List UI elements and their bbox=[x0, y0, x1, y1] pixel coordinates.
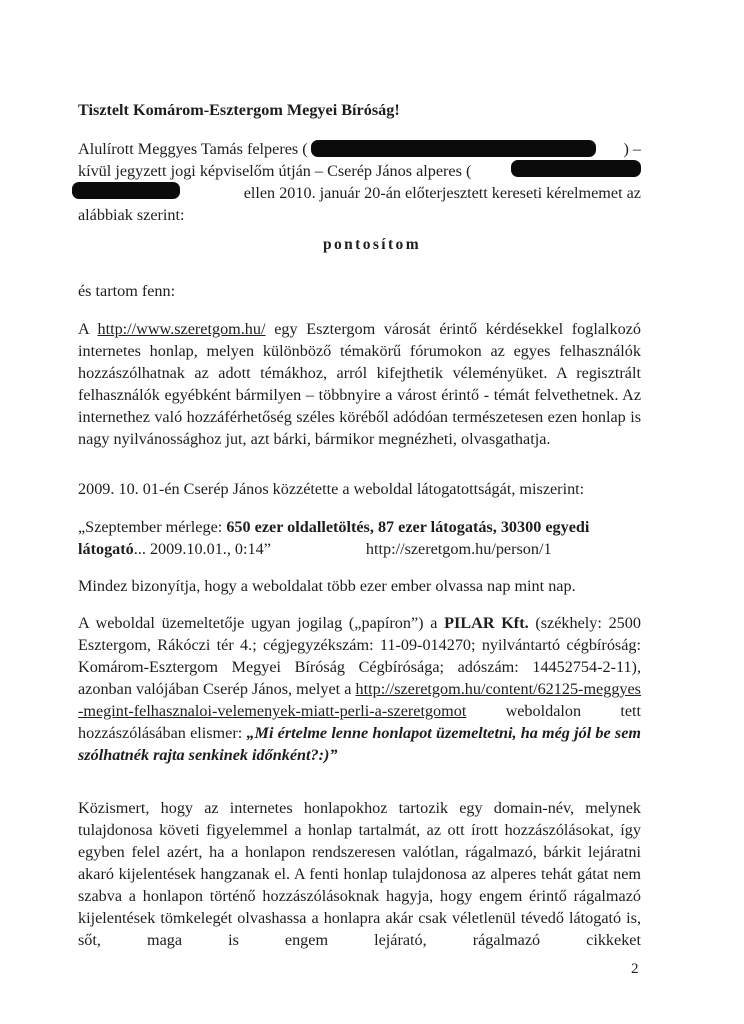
intro-line-1: Alulírott Meggyes Tamás felperes ( ) – bbox=[78, 140, 641, 158]
redaction-bar bbox=[72, 182, 180, 199]
intro-paragraph bbox=[78, 138, 641, 226]
redaction-bar bbox=[311, 140, 596, 157]
paragraph-domain-owner: Közismert, hogy az internetes honlapokhoz tartozik egy domain-név, melynek tulajdonosa követi figyelemmel a honlap tartalmát, az ott írott hozzászólásokat, így egyben felel azért, ha a honlapon rendszeresen valótlan, rágalmazó, bárkit lejáratni akaró kijelentések hangzanak el. A fenti honlap tulajdonosa az alperes tehát gátat nem szabva a honlapon történő hozzászólásoknak hagyja, hogy engem érintő rágalmazó kijelentések tömkelegét olvashassa a honlapra akár csak véletlenül tévedő látogató is, sőt, maga is engem lejárató, rágalmazó cikkeket bbox=[78, 799, 641, 949]
quote-url: http://szeretgom.hu/person/1 bbox=[365, 540, 552, 558]
paragraph-visits: 2009. 10. 01-én Cserép János közzétette a weboldal látogatottságát, miszerint: bbox=[78, 480, 585, 498]
quote-block bbox=[78, 516, 641, 560]
paragraph-website: A http://www.szeretgom.hu/ egy Esztergom városát érintő kérdésekkel foglalkozó internetes honlap, melyen különböző témakörű fórumokon az egyes felhasználók hozzászólhatnak az adott témákhoz, arról kifejthetik véleményüket. A regisztrált felhasználók egyébként bármilyen – többnyire a várost érintő - témát felvethetnek. Az internethez való hozzáférhetőség széles köréből adódóan természetesen ezen honlap is nagy nyilvánossághoz jut, azt bárki, bármikor megnézheti, olvasgathatja. bbox=[78, 320, 641, 448]
paragraph-operator: A weboldal üzemeltetője ugyan jogilag („papíron”) a PILAR Kft. (székhely: 2500 Esztergom, Rákóczi tér 4.; cégjegyzékszám: 11-09-014270; nyilvántartó cégbíróság: Komárom-Esztergom Megyei Bíróság Cégbírósága; adószám: 14452754-2-11), azonban valójában Cserép János, melyet a http://szeretgom.hu/content/62125-meggyes-megint-felhasznaloi-velemenyek-miatt-perli-a-szeretgomot weboldalon tett hozzászólásában elismer: „Mi értelme lenne honlapot üzemeltetni, ha még jól be sem szólhatnék rajta senkinek időnként?:)” bbox=[78, 614, 641, 764]
quoted-admission: „Mi értelme lenne honlapot üzemeltetni, ha még jól be sem szólhatnék rajta senkinek időnként?:)” bbox=[78, 724, 641, 764]
intro-line-2: kívül jegyzett jogi képviselőm útján – Cserép János alperes ( bbox=[78, 160, 641, 182]
article-link[interactable]: http://szeretgom.hu/content/62125-meggyes-megint-felhasznaloi-velemenyek-miatt-perli-a-szeretgomot bbox=[78, 680, 641, 720]
section-keyword: pontosítom bbox=[322, 236, 422, 253]
website-link[interactable]: http://www.szeretgom.hu/ bbox=[97, 320, 266, 338]
quote-line-2: látogató... 2009.10.01., 0:14” http://szeretgom.hu/person/1 bbox=[78, 540, 552, 558]
company-name: PILAR Kft. bbox=[444, 614, 529, 632]
intro-line-3: ellen 2010. január 20-án előterjesztett kereseti kérelmemet az bbox=[78, 182, 641, 204]
hold-line: és tartom fenn: bbox=[78, 282, 176, 300]
intro-line-4: alábbiak szerint: bbox=[78, 206, 185, 224]
page-number: 2 bbox=[631, 961, 639, 977]
redaction-bar bbox=[511, 160, 641, 177]
paragraph-evidence: Mindez bizonyítja, hogy a weboldalat több ezer ember olvassa nap mint nap. bbox=[78, 577, 576, 595]
letter-heading: Tisztelt Komárom-Esztergom Megyei Bíróság! bbox=[78, 101, 400, 119]
quote-line-1: „Szeptember mérlege: 650 ezer oldalletöltés, 87 ezer látogatás, 30300 egyedi bbox=[78, 518, 590, 536]
